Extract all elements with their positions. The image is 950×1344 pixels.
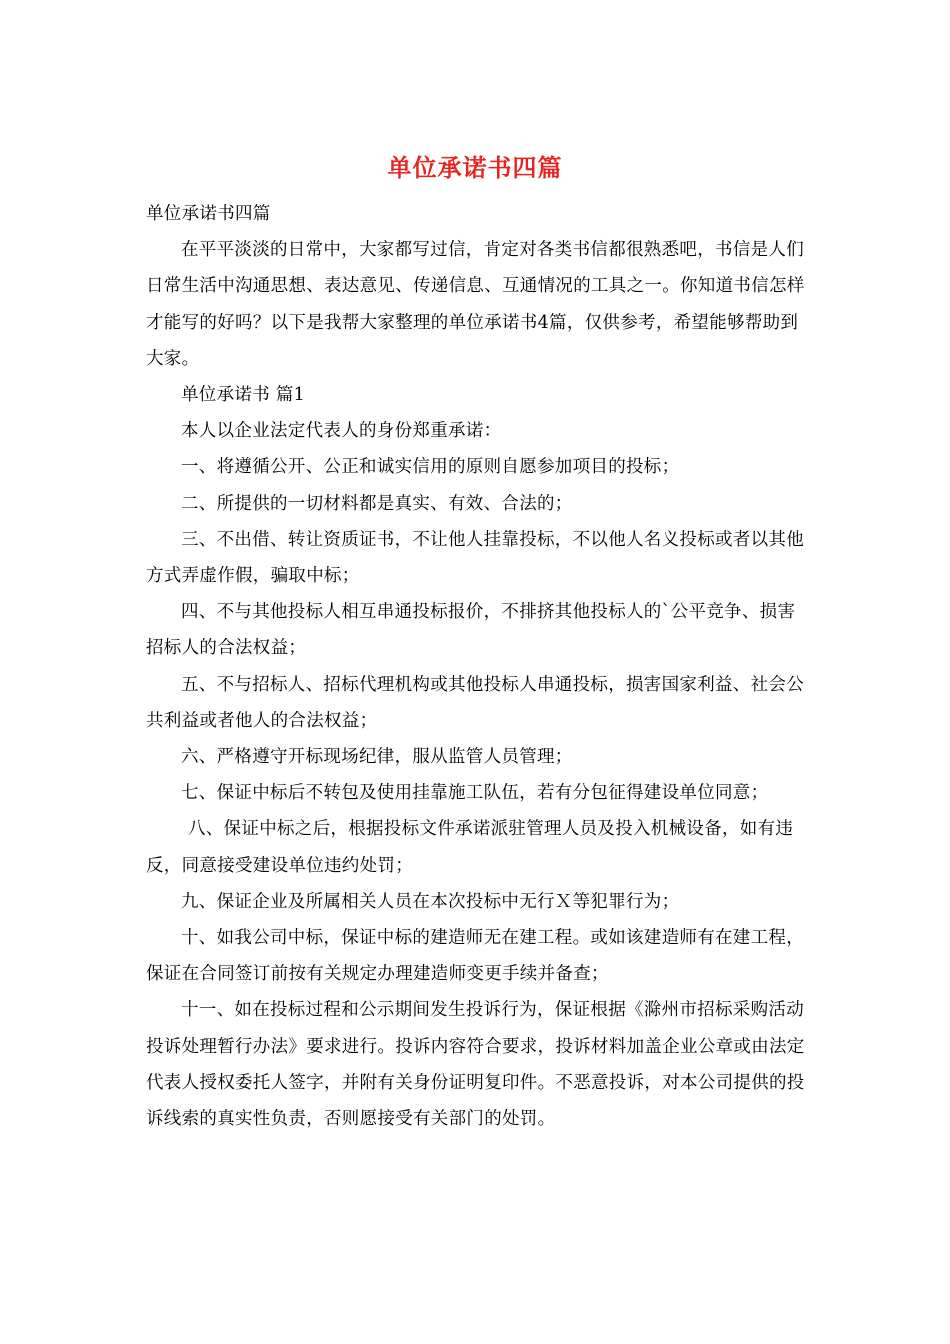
commitment-item-9: 九、保证企业及所属相关人员在本次投标中无行Ｘ等犯罪行为； (181, 891, 680, 912)
commitment-item-1: 一、将遵循公开、公正和诚实信用的原则自愿参加项目的投标； (181, 457, 680, 478)
commitment-item-7: 七、保证中标后不转包及使用挂靠施工队伍，若有分包征得建设单位同意； (181, 783, 769, 804)
commitment-item-6: 六、严格遵守开标现场纪律，服从监管人员管理； (181, 747, 573, 768)
commitment-item-2: 二、所提供的一切材料都是真实、有效、合法的； (181, 493, 573, 514)
commitment-item-8: 八、保证中标之后，根据投标文件承诺派驻管理人员及投入机械设备，如有违反，同意接受建设单位违约处罚； (146, 819, 794, 876)
document-body (146, 196, 808, 1137)
commitment-item-5: 五、不与招标人、招标代理机构或其他投标人串通投标，损害国家利益、社会公共利益或者他人的合法权益； (146, 674, 804, 731)
commitment-item-11: 十一、如在投标过程和公示期间发生投诉行为，保证根据《滁州市招标采购活动投诉处理暂行办法》要求进行。投诉内容符合要求，投诉材料加盖企业公章或由法定代表人授权委托人签字，并附有关身份证明复印件。不恶意投诉，对本公司提供的投诉线索的真实性负责，否则愿接受有关部门的处罚。 (146, 1000, 805, 1130)
commitment-statement: 本人以企业法定代表人的身份郑重承诺： (181, 421, 502, 442)
document-title: 单位承诺书四篇 (387, 153, 563, 182)
document-subtitle: 单位承诺书四篇 (146, 204, 271, 224)
section-heading: 单位承诺书 篇1 (181, 385, 306, 406)
commitment-item-3: 三、不出借、转让资质证书，不让他人挂靠投标，不以他人名义投标或者以其他方式弄虚作假，骗取中标； (146, 529, 804, 587)
commitment-item-10: 十、如我公司中标，保证中标的建造师无在建工程。或如该建造师有在建工程，保证在合同签订前按有关规定办理建造师变更手续并备查； (146, 928, 804, 985)
commitment-item-4: 四、不与其他投标人相互串通投标报价，不排挤其他投标人的`公平竞争、损害招标人的合法权益； (146, 602, 796, 659)
intro-paragraph: 在平平淡淡的日常中，大家都写过信，肯定对各类书信都很熟悉吧，书信是人们日常生活中沟通思想、表达意见、传递信息、互通情况的工具之一。你知道书信怎样才能写的好吗？以下是我帮大家整理的单位承诺书4篇，仅供参考，希望能够帮助到大家。 (146, 240, 805, 369)
